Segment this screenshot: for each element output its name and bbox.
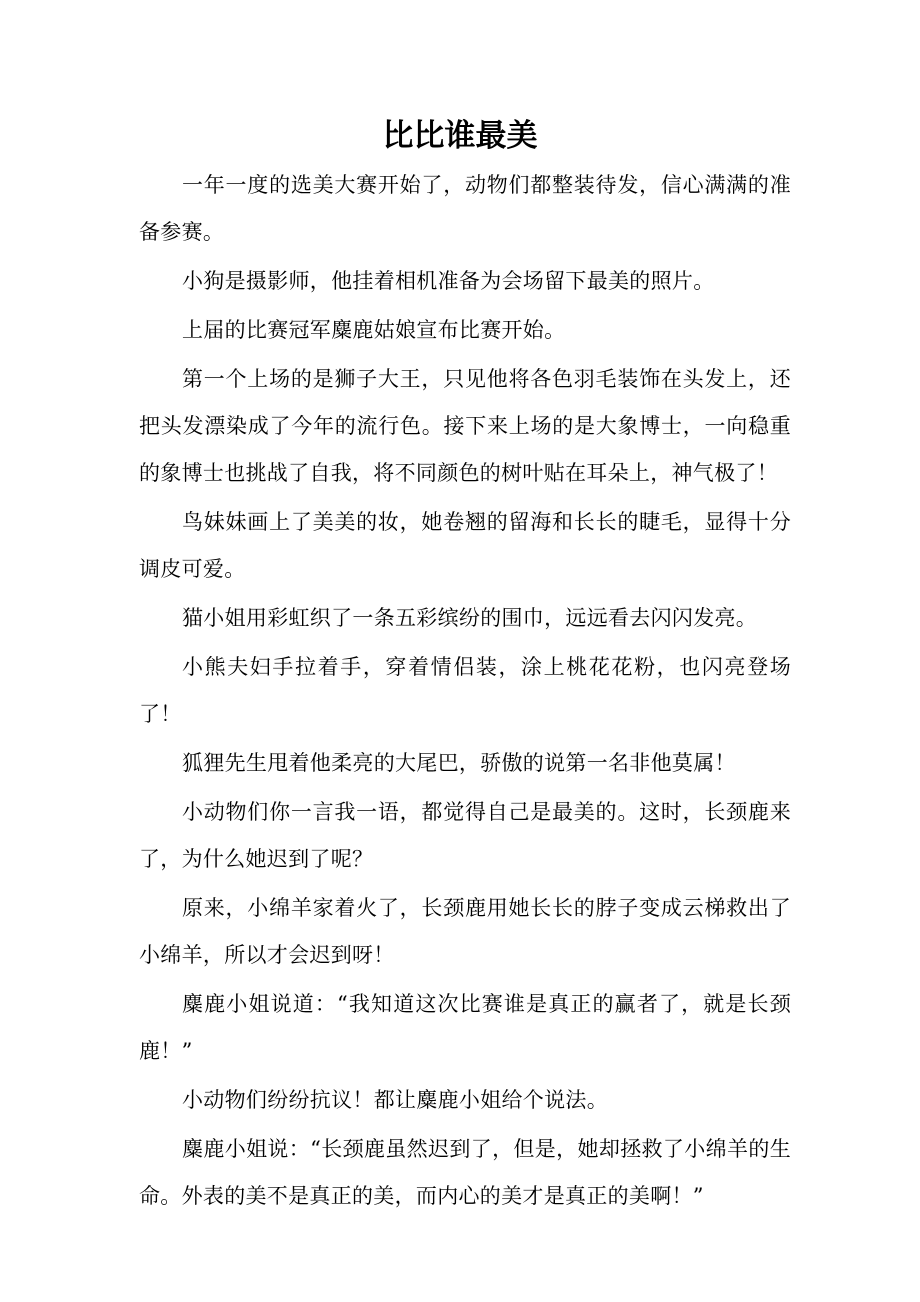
paragraph: 小熊夫妇手拉着手，穿着情侣装，涂上桃花花粉，也闪亮登场了！: [139, 655, 791, 726]
paragraph: 小动物们纷纷抗议！都让麋鹿小姐给个说法。: [182, 1088, 608, 1112]
paragraph: 原来，小绵羊家着火了，长颈鹿用她长长的脖子变成云梯救出了小绵羊，所以才会迟到呀！: [139, 896, 791, 967]
paragraph: 猫小姐用彩虹织了一条五彩缤纷的围巾，远远看去闪闪发亮。: [182, 606, 758, 630]
paragraph: 一年一度的选美大赛开始了，动物们都整装待发，信心满满的准备参赛。: [139, 173, 791, 244]
paragraph: 麋鹿小姐说：“长颈鹿虽然迟到了，但是，她却拯救了小绵羊的生命。外表的美不是真正的美，而内心的美才是真正的美啊！”: [139, 1137, 791, 1208]
paragraph: 小狗是摄影师，他挂着相机准备为会场留下最美的照片。: [182, 269, 715, 293]
paragraph: 麋鹿小姐说道：“我知道这次比赛谁是真正的赢者了，就是长颈鹿！”: [139, 992, 791, 1063]
paragraph: 上届的比赛冠军麋鹿姑娘宣布比赛开始。: [182, 318, 566, 342]
paragraph: 第一个上场的是狮子大王，只见他将各色羽毛装饰在头发上，还把头发漂染成了今年的流行色。接下来上场的是大象博士，一向稳重的象博士也挑战了自我，将不同颜色的树叶贴在耳朵上，神气极了！: [139, 367, 791, 485]
document-body: [139, 162, 791, 1222]
document-title: 比比谁最美: [382, 118, 538, 154]
paragraph: 狐狸先生甩着他柔亮的大尾巴，骄傲的说第一名非他莫属！: [182, 751, 736, 775]
paragraph: 鸟妹妹画上了美美的妆，她卷翘的留海和长长的睫毛，显得十分调皮可爱。: [139, 510, 791, 581]
paragraph: 小动物们你一言我一语，都觉得自己是最美的。这时，长颈鹿来了，为什么她迟到了呢？: [139, 800, 791, 871]
